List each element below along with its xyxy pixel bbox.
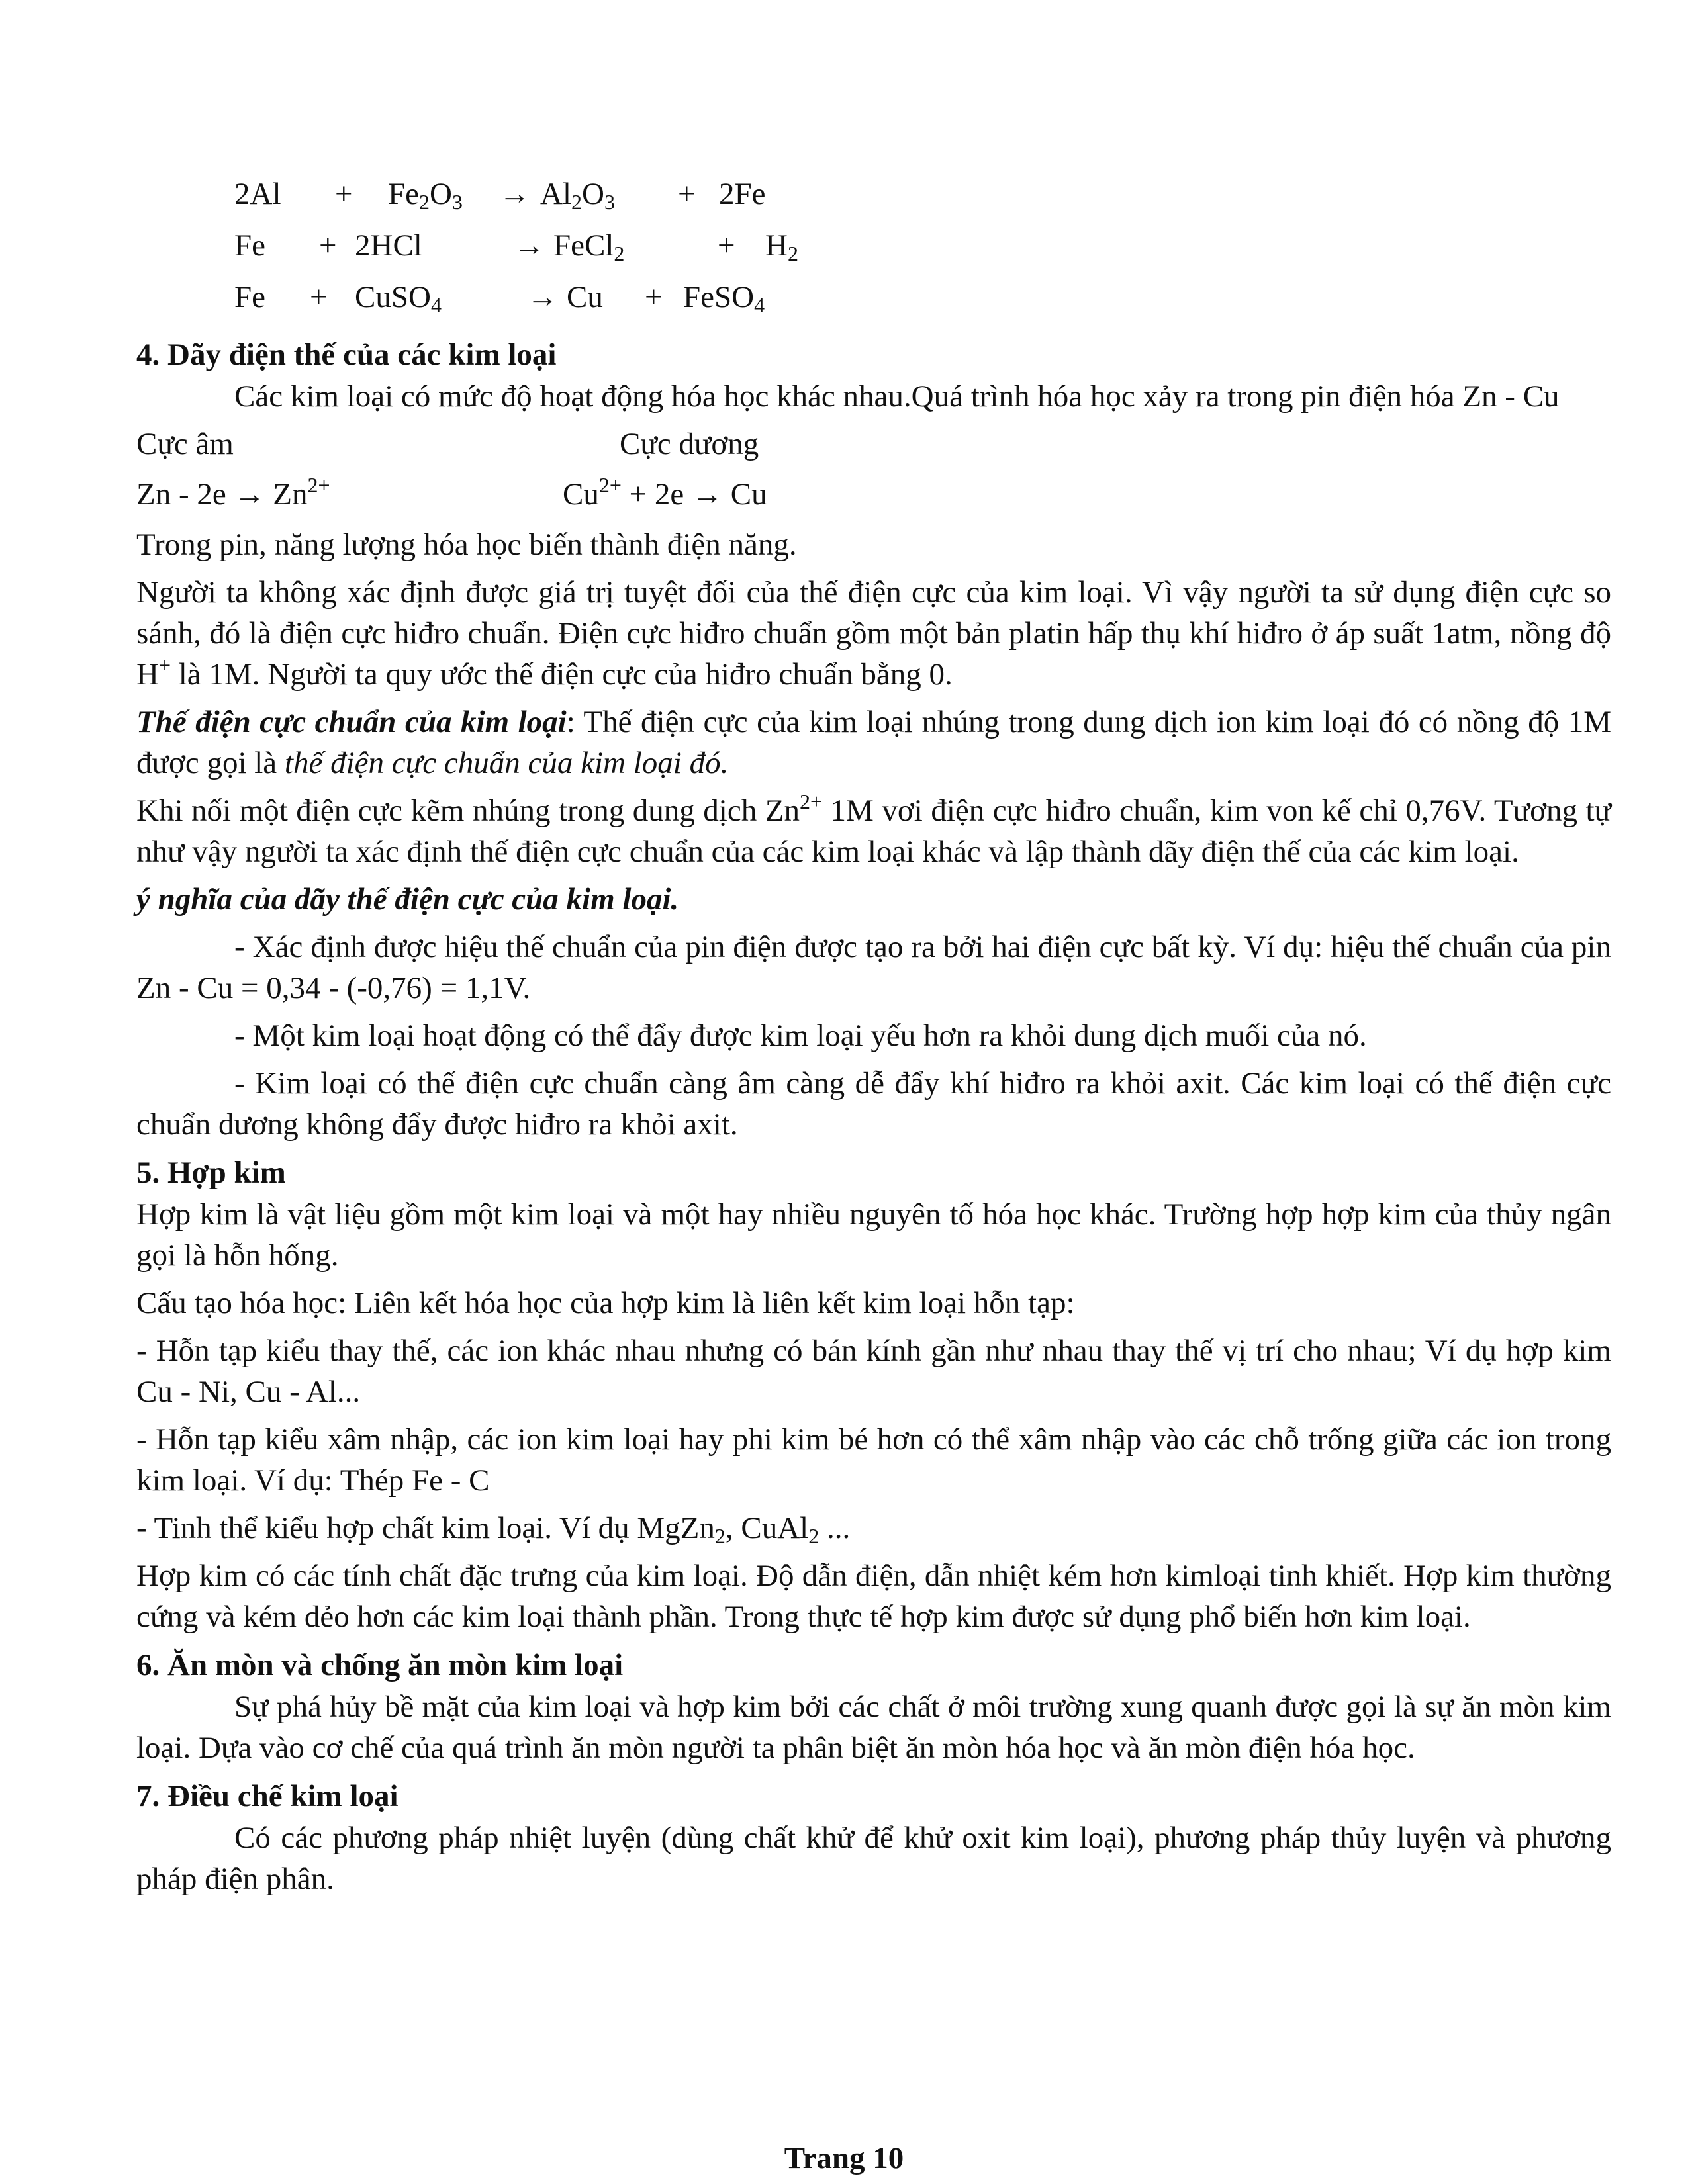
negative-electrode-equation: $Zn - 2e \to Zn^{2+}$ — [136, 473, 330, 512]
zinc-electrode-paragraph: Khi nối một điện cực kẽm nhúng trong dung dịch $Zn^{2+}$ 1M vơi điện cực hiđro chuẩn, kim von kế chỉ 0,76V. Tương tự như vậy người ta xác định thế điện cực chuẩn của các kim loại khác và lập thành dãy điện thế của các kim loại. — [136, 790, 1612, 869]
eq-plus-2: + — [645, 280, 663, 314]
eq-left: 2Al — [234, 177, 281, 211]
equation-fe-hcl — [136, 225, 1611, 277]
section-4-intro: Các kim loại có mức độ hoạt động hóa học khác nhau.Quá trình hóa học xảy ra trong pin điện hóa Zn - Cu — [234, 379, 1560, 414]
section-5-heading: 5. Hợp kim — [136, 1156, 286, 1190]
eq-product: FeCl$_2$ — [553, 228, 625, 265]
eq-left: Fe — [234, 228, 265, 263]
eq-plus-2: + — [718, 228, 735, 263]
alloy-type-2: - Hỗn tạp kiểu xâm nhập, các ion kim loại hay phi kim bé hơn có thể xâm nhập vào các chỗ trống giữa các ion trong kim loại. Ví dụ: Thép Fe - C — [136, 1422, 1611, 1498]
equation-al-fe2o3 — [136, 173, 1611, 225]
metal-production-paragraph: Có các phương pháp nhiệt luyện (dùng chất khử để khử oxit kim loại), phương pháp thủy luyện và phương pháp điện phân. — [136, 1821, 1611, 1896]
document-page — [136, 173, 1611, 1906]
eq-product-3: $H_2$ — [765, 228, 798, 265]
equation-fe-cuso4 — [136, 277, 1611, 328]
eq-arrow: → — [499, 177, 530, 211]
section-7-heading: 7. Điều chế kim loại — [136, 1779, 399, 1813]
alloy-type-1: - Hỗn tạp kiểu thay thế, các ion khác nhau nhưng có bán kính gần như nhau thay thế vị trí cho nhau; Ví dụ hợp kim Cu - Ni, Cu - Al... — [136, 1334, 1611, 1409]
series-meaning-item-2: - Một kim loại hoạt động có thể đẩy được kim loại yếu hơn ra khỏi dung dịch muối của nó. — [234, 1019, 1367, 1053]
eq-arrow: → — [514, 228, 545, 263]
alloy-type-3: - Tinh thể kiểu hợp chất kim loại. Ví dụ MgZn$_2$, CuAl$_2$ ... — [136, 1511, 851, 1548]
page-number-footer: Trang 10 — [784, 2141, 904, 2175]
standard-potential-term: Thế điện cực chuẩn của kim loại — [136, 705, 567, 739]
eq-plus: + — [335, 177, 353, 211]
electrode-equations — [136, 474, 1611, 524]
standard-potential-definition: Thế điện cực chuẩn của kim loại: Thế điện cực của kim loại nhúng trong dung dịch ion kim loại đó có nồng độ 1M được gọi là thế điện cực chuẩn của kim loại đó. — [136, 705, 1611, 780]
negative-electrode-label: Cực âm — [136, 427, 234, 461]
section-4-heading: 4. Dãy điện thế của các kim loại — [136, 338, 557, 372]
corrosion-paragraph: Sự phá hủy bề mặt của kim loại và hợp kim bởi các chất ở môi trường xung quanh được gọi là sự ăn mòn kim loại. Dựa vào cơ chế của quá trình ăn mòn người ta phân biệt ăn mòn hóa học và ăn mòn điện hóa học. — [136, 1690, 1611, 1765]
eq-reagent: 2HCl — [355, 228, 422, 263]
alloy-definition: Hợp kim là vật liệu gồm một kim loại và một hay nhiều nguyên tố hóa học khác. Trường hợp hợp kim của thủy ngân gọi là hỗn hống. — [136, 1197, 1611, 1273]
eq-product: $Al_2O_3$ — [540, 177, 615, 214]
positive-electrode-label: Cực dương — [620, 427, 759, 461]
positive-electrode-equation: $Cu^{2+} + 2e \to Cu$ — [563, 473, 767, 512]
eq-plus: + — [319, 228, 337, 263]
eq-plus: + — [310, 280, 328, 314]
energy-conversion-text: Trong pin, năng lượng hóa học biến thành điện năng. — [136, 527, 797, 562]
series-meaning-heading: ý nghĩa của dãy thế điện cực của kim loại. — [136, 882, 679, 917]
eq-product: Cu — [567, 280, 603, 314]
series-meaning-item-3: - Kim loại có thế điện cực chuẩn càng âm càng dễ đẩy khí hiđro ra khỏi axit. Các kim loại có thế điện cực chuẩn dương không đẩy được hiđro ra khỏi axit. — [136, 1066, 1611, 1142]
series-meaning-item-1: - Xác định được hiệu thế chuẩn của pin điện được tạo ra bởi hai điện cực bất kỳ. Ví dụ: hiệu thế chuẩn của pin Zn - Cu = 0,34 - (-0,76) = 1,1V. — [136, 930, 1611, 1005]
reference-electrode-paragraph: Người ta không xác định được giá trị tuyệt đối của thế điện cực của kim loại. Vì vậy người ta sử dụng điện cực so sánh, đó là điện cực hiđro chuẩn. Điện cực hiđro chuẩn gồm một bản platin hấp thụ khí hiđro ở áp suất 1atm, nồng độ H+ là 1M. Người ta quy ước thế điện cực của hiđro chuẩn bằng 0. — [136, 575, 1611, 692]
electrode-labels — [136, 424, 1611, 474]
eq-product-3: FeSO$_4$ — [683, 280, 765, 317]
eq-reagent: CuSO$_4$ — [355, 280, 442, 317]
alloy-properties: Hợp kim có các tính chất đặc trưng của kim loại. Độ dẫn điện, dẫn nhiệt kém hơn kimloại tinh khiết. Hợp kim thường cứng và kém dẻo hơn các kim loại thành phần. Trong thực tế hợp kim được sử dụng phổ biến hơn kim loại. — [136, 1559, 1611, 1634]
section-6-heading: 6. Ăn mòn và chống ăn mòn kim loại — [136, 1648, 624, 1682]
eq-product-3: 2Fe — [719, 177, 766, 211]
alloy-structure: Cấu tạo hóa học: Liên kết hóa học của hợp kim là liên kết kim loại hỗn tạp: — [136, 1286, 1075, 1320]
eq-arrow: → — [527, 280, 558, 314]
eq-left: Fe — [234, 280, 265, 314]
eq-reagent: $Fe_2O_3$ — [388, 177, 463, 214]
eq-plus-2: + — [678, 177, 696, 211]
